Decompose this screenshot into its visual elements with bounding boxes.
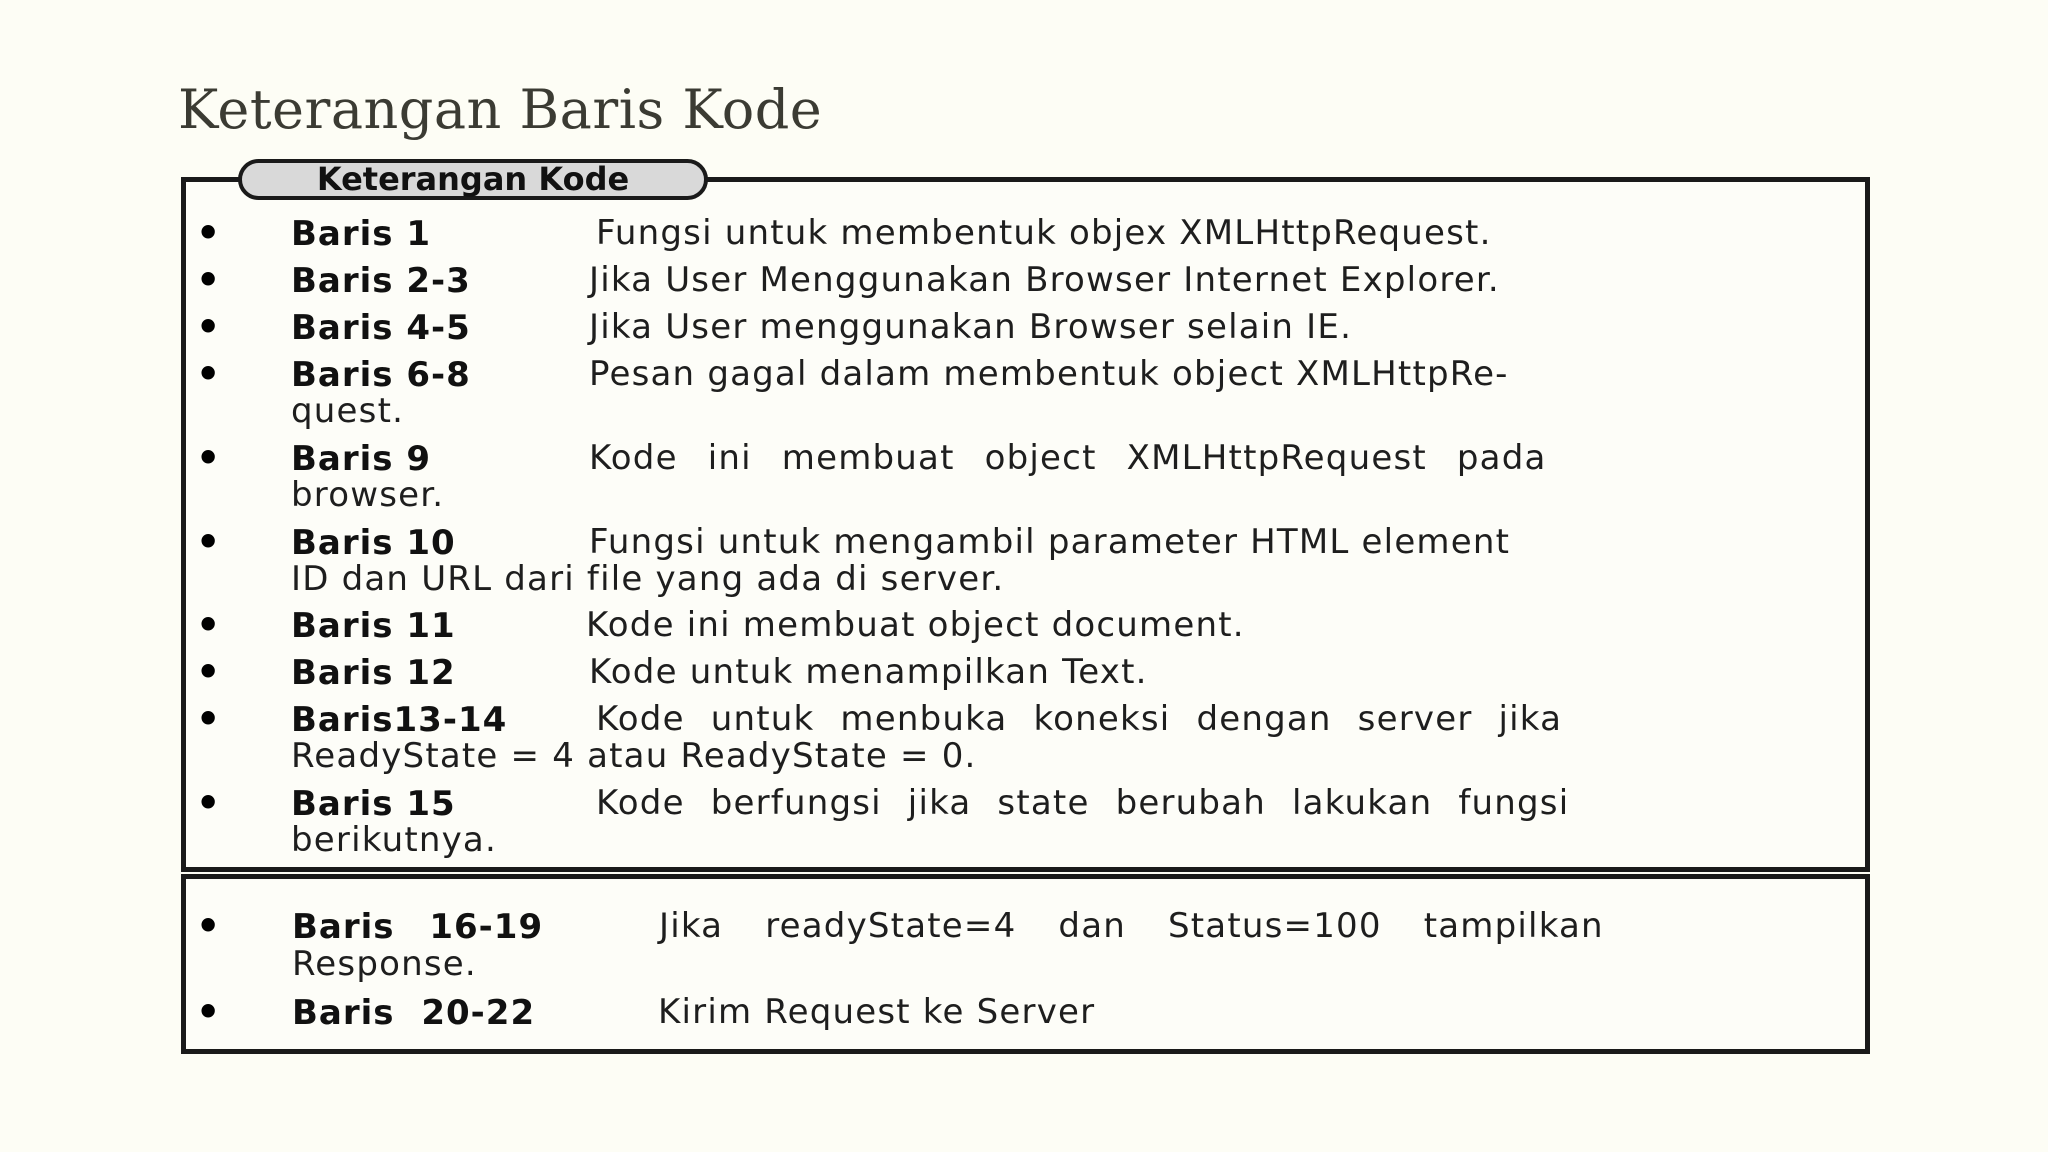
line-label: Baris 11 [291, 606, 456, 646]
line-label: Baris 9 [291, 439, 432, 479]
bullet-icon: • [196, 305, 221, 349]
line-description-continued: quest. [291, 391, 405, 431]
bullet-icon: • [196, 990, 221, 1034]
line-description: Kode untuk menampilkan Text. [589, 652, 1148, 692]
code-notes-tab-label: Keterangan Kode [238, 159, 708, 200]
bullet-icon: • [196, 211, 221, 255]
line-description: Kirim Request ke Server [658, 992, 1096, 1032]
line-description-continued: ReadyState = 4 atau ReadyState = 0. [291, 736, 977, 776]
line-description: Kode ini membuat object document. [586, 605, 1245, 645]
line-label: Baris 4-5 [291, 308, 471, 348]
line-description: Fungsi untuk membentuk objex XMLHttpRequest. [596, 213, 1492, 253]
code-notes-panel [181, 177, 1870, 872]
line-description: Kode untuk menbuka koneksi dengan server jika [596, 699, 1563, 739]
line-description-continued: browser. [291, 475, 445, 515]
bullet-icon: • [196, 520, 221, 564]
line-label: Baris 15 [291, 784, 456, 824]
line-description: Kode berfungsi jika state berubah lakukan fungsi [596, 783, 1570, 823]
code-notes-panel-continued [181, 874, 1870, 1054]
line-label: Baris 2-3 [291, 261, 471, 301]
line-label: Baris 16-19 [292, 907, 544, 947]
line-description: Kode ini membuat object XMLHttpRequest pada [589, 438, 1547, 478]
bullet-icon: • [196, 436, 221, 480]
line-label: Baris 1 [291, 214, 432, 254]
line-description: Jika readyState=4 dan Status=100 tampilkan [659, 906, 1604, 946]
line-label: Baris 12 [291, 653, 456, 693]
bullet-icon: • [196, 258, 221, 302]
bullet-icon: • [196, 781, 221, 825]
code-notes-list-continued [186, 879, 1865, 1049]
line-label: Baris 6-8 [291, 355, 471, 395]
bullet-icon: • [196, 650, 221, 694]
line-description: Jika User menggunakan Browser selain IE. [589, 307, 1353, 347]
line-description: Pesan gagal dalam membentuk object XMLHttpRe- [589, 354, 1509, 394]
line-label: Baris 10 [291, 523, 456, 563]
line-label: Baris 20-22 [292, 993, 536, 1033]
line-description-continued: berikutnya. [291, 820, 497, 860]
bullet-icon: • [196, 904, 221, 948]
line-label: Baris13-14 [291, 700, 508, 740]
line-description: Jika User Menggunakan Browser Internet Explorer. [589, 260, 1500, 300]
line-description-continued: ID dan URL dari file yang ada di server. [291, 559, 1005, 599]
bullet-icon: • [196, 697, 221, 741]
bullet-icon: • [196, 352, 221, 396]
bullet-icon: • [196, 603, 221, 647]
line-description: Fungsi untuk mengambil parameter HTML element [589, 522, 1511, 562]
code-notes-list [186, 182, 1865, 867]
page-title: Keterangan Baris Kode [178, 78, 823, 141]
line-description-continued: Response. [292, 944, 477, 984]
